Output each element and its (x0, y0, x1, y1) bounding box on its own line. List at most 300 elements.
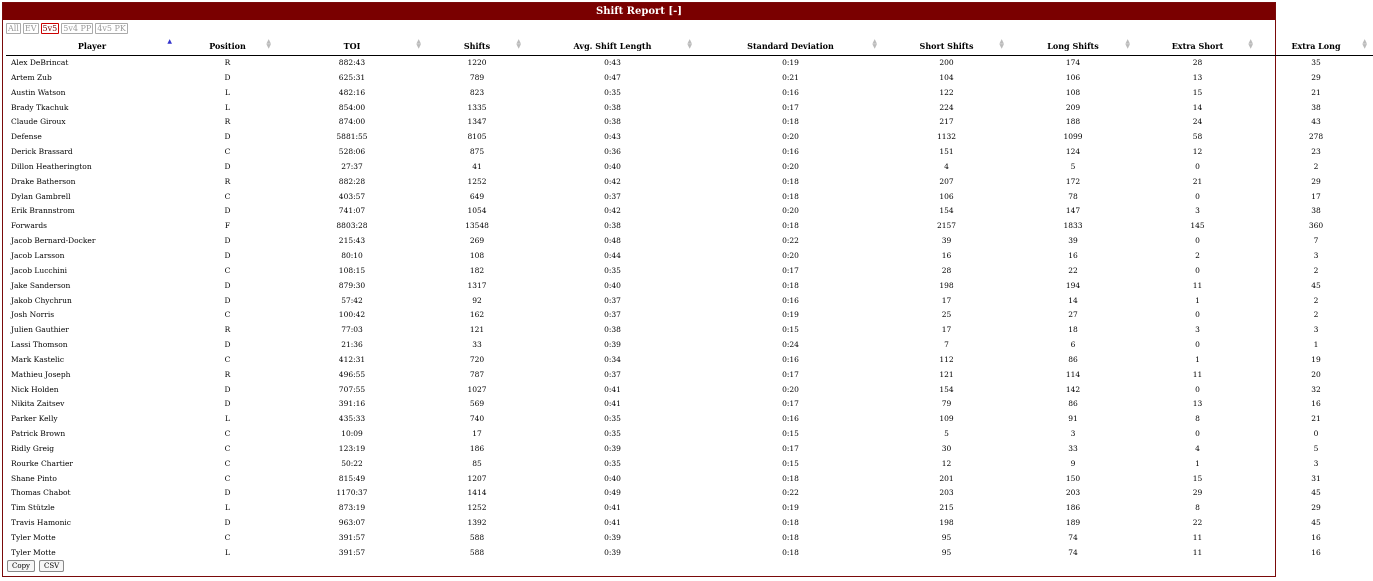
table-row (6, 160, 1373, 175)
player-name-cell: Forwards (11, 221, 48, 231)
table-cell: 5 (1070, 161, 1076, 171)
export-buttons (7, 560, 64, 572)
table-cell: 278 (1308, 132, 1324, 142)
csv-button[interactable]: CSV (39, 560, 64, 572)
table-cell: 0 (1313, 429, 1319, 439)
table-cell: L (225, 503, 230, 513)
table-cell: 77:03 (341, 325, 363, 335)
table-cell: D (224, 488, 231, 498)
table-cell: 0:38 (604, 117, 621, 127)
table-cell: D (224, 161, 231, 171)
player-name-cell: Derick Brassard (11, 147, 73, 157)
player-name-cell: Tyler Motte (11, 547, 56, 557)
table-cell: 0:18 (782, 280, 799, 290)
panel-title-bar (3, 3, 1275, 20)
table-cell: 33 (472, 340, 482, 350)
player-name-cell: Ridly Greig (11, 443, 55, 453)
table-cell: 482:16 (338, 87, 366, 97)
table-cell: 79 (941, 399, 952, 409)
table-cell: 0 (1195, 191, 1200, 201)
table-cell: 108:15 (338, 265, 366, 275)
table-cell: 0 (1195, 429, 1200, 439)
table-cell: 0:22 (782, 236, 799, 246)
table-cell: 19 (1311, 354, 1321, 364)
table-cell: 106 (1065, 72, 1081, 82)
table-cell: 0:38 (604, 325, 621, 335)
table-cell: 2 (1195, 250, 1200, 260)
table-cell: C (224, 533, 231, 542)
table-cell: C (224, 429, 231, 439)
player-name-cell: Artem Zub (11, 72, 52, 82)
table-cell: L (225, 547, 230, 557)
collapse-toggle[interactable]: [-] (668, 6, 683, 17)
table-cell: 0:34 (604, 354, 621, 364)
table-cell: R (224, 325, 231, 335)
table-cell: 0:41 (604, 399, 621, 409)
column-header-long-shifts[interactable] (1010, 36, 1136, 56)
table-cell: 8105 (467, 132, 487, 142)
column-header-extra-long[interactable] (1259, 36, 1373, 56)
table-cell: 741:07 (338, 206, 366, 216)
table-cell: 569 (469, 399, 485, 409)
table-cell: 16 (941, 250, 952, 260)
table-cell: 147 (1065, 206, 1081, 216)
table-cell: 0:40 (604, 161, 621, 171)
column-label: Position (209, 40, 246, 51)
player-name-cell: Claude Giroux (11, 117, 66, 127)
table-cell: 5881:55 (336, 132, 368, 142)
sort-icon: ▲ ▼ (1362, 38, 1367, 50)
table-row (6, 190, 1373, 205)
table-cell: 0:41 (604, 518, 621, 528)
table-cell: 38 (1311, 102, 1321, 112)
table-cell: 823 (469, 87, 485, 97)
table-row (6, 249, 1373, 264)
table-cell: 1132 (936, 132, 957, 142)
table-cell: 7 (1313, 236, 1319, 246)
table-cell: 14 (1192, 102, 1203, 112)
table-cell: 0:19 (782, 310, 799, 320)
table-cell: 0 (1195, 161, 1200, 171)
player-name-cell: Mathieu Joseph (11, 369, 71, 379)
table-cell: 182 (469, 265, 485, 275)
table-cell: 789 (469, 72, 485, 82)
table-cell: 435:33 (338, 414, 366, 424)
player-name-cell: Parker Kelly (11, 414, 58, 424)
table-cell: 57:42 (341, 295, 363, 305)
table-cell: 0:39 (604, 547, 621, 557)
table-row (6, 86, 1373, 101)
column-header-shifts[interactable] (427, 36, 527, 56)
table-cell: 151 (939, 147, 954, 157)
column-header-position[interactable] (178, 36, 277, 56)
table-cell: 45 (1311, 518, 1321, 528)
table-cell: 109 (939, 414, 954, 424)
table-cell: 1 (1195, 295, 1200, 305)
table-row (6, 56, 1373, 71)
table-row (6, 204, 1373, 219)
table-cell: 154 (939, 384, 954, 394)
table-cell: L (225, 102, 230, 112)
table-cell: 0:20 (782, 384, 799, 394)
table-cell: 215:43 (338, 236, 366, 246)
table-cell: 45 (1311, 280, 1321, 290)
player-name-cell: Travis Hamonic (11, 518, 71, 528)
table-row (6, 427, 1373, 442)
table-cell: R (224, 117, 231, 127)
table-cell: D (224, 250, 231, 260)
table-cell: 29 (1192, 488, 1203, 498)
table-cell: 186 (469, 443, 485, 453)
table-cell: 0:19 (782, 503, 799, 513)
table-cell: 3 (1313, 458, 1319, 468)
table-cell: 0:18 (782, 547, 799, 557)
table-cell: 873:19 (338, 503, 366, 513)
table-cell: 528:06 (338, 147, 366, 157)
table-cell: 74 (1068, 533, 1078, 542)
player-name-cell: Defense (11, 132, 42, 142)
table-cell: 879:30 (338, 280, 366, 290)
filter-all[interactable]: All (8, 24, 19, 33)
table-cell: 0:36 (604, 147, 621, 157)
table-cell: 198 (939, 518, 954, 528)
table-cell: 3 (1195, 325, 1200, 335)
table-cell: 100:42 (338, 310, 366, 320)
table-cell: 8 (1195, 503, 1200, 513)
table-cell: 85 (472, 458, 482, 468)
table-cell: 649 (469, 191, 485, 201)
table-cell: 14 (1068, 295, 1078, 305)
table-cell: 3 (1195, 206, 1200, 216)
table-cell: 50:22 (341, 458, 363, 468)
table-cell: C (224, 147, 231, 157)
column-header-player[interactable] (6, 36, 178, 56)
table-cell: 1833 (1063, 221, 1083, 231)
table-body (6, 56, 1373, 561)
table-cell: 882:28 (338, 176, 366, 186)
table-cell: 0:49 (604, 488, 621, 498)
player-name-cell: Jakob Chychrun (11, 295, 72, 305)
table-cell: 86 (1068, 399, 1078, 409)
table-cell: 0:41 (604, 384, 621, 394)
filter-4v5-pk[interactable]: 4v5 PK (97, 24, 126, 33)
table-cell: 17 (472, 429, 482, 439)
table-cell: 0:42 (604, 176, 621, 186)
table-cell: 1414 (467, 488, 487, 498)
column-label: Player (77, 40, 107, 51)
table-cell: 32 (1311, 384, 1321, 394)
table-cell: 0:35 (604, 414, 621, 424)
column-label: Extra Short (1171, 40, 1224, 51)
table-cell: 16 (1068, 250, 1078, 260)
column-label: Shifts (463, 40, 491, 51)
table-cell: 0:41 (604, 503, 621, 513)
table-cell: 142 (1065, 384, 1081, 394)
table-cell: 154 (939, 206, 954, 216)
column-header-short-shifts[interactable] (883, 36, 1010, 56)
sort-icon: ▲ ▼ (1248, 38, 1253, 50)
player-name-cell: Brady Tkachuk (11, 102, 69, 112)
table-cell: 391:16 (338, 399, 366, 409)
table-cell: D (224, 132, 231, 142)
table-cell: 0:17 (782, 369, 799, 379)
column-header-extra-short[interactable] (1136, 36, 1259, 56)
table-cell: 0:35 (604, 458, 621, 468)
table-cell: 0:37 (604, 369, 621, 379)
table-row (6, 412, 1373, 427)
table-row (6, 323, 1373, 338)
table-row (6, 368, 1373, 383)
table-cell: 1027 (467, 384, 487, 394)
table-row (6, 71, 1373, 86)
table-row (6, 546, 1373, 561)
table-cell: 22 (1192, 518, 1203, 528)
table-cell: 114 (1065, 369, 1081, 379)
table-cell: 45 (1311, 488, 1321, 498)
table-cell: 11 (1192, 533, 1203, 542)
table-cell: 391:57 (338, 533, 366, 542)
table-cell: 0 (1195, 340, 1200, 350)
table-cell: 0:21 (782, 72, 799, 82)
table-cell: 20 (1311, 369, 1321, 379)
table-cell: 0:35 (604, 87, 621, 97)
table-cell: 15 (1192, 87, 1203, 97)
table-cell: 0:42 (604, 206, 621, 216)
table-cell: C (224, 354, 231, 364)
player-name-cell: Tim Stützle (11, 503, 55, 513)
table-cell: 108 (469, 250, 485, 260)
table-cell: 12 (1192, 147, 1203, 157)
table-cell: C (224, 310, 231, 320)
table-cell: 874:00 (338, 117, 366, 127)
table-row (6, 145, 1373, 160)
table-cell: 80:10 (341, 250, 363, 260)
copy-button[interactable]: Copy (7, 560, 35, 572)
column-label: Long Shifts (1047, 40, 1099, 51)
table-cell: 0:18 (782, 117, 799, 127)
table-cell: 391:57 (338, 547, 366, 557)
filter-5v4-pp[interactable]: 5v4 PP (63, 24, 92, 33)
shift-report-panel (2, 2, 1367, 577)
player-name-cell: Nick Holden (11, 384, 59, 394)
table-cell: 3 (1313, 250, 1319, 260)
table-cell: 35 (1311, 58, 1321, 67)
table-cell: 21 (1192, 176, 1203, 186)
table-cell: 7 (944, 340, 949, 350)
table-cell: 27 (1068, 310, 1078, 320)
table-cell: 18 (1068, 325, 1078, 335)
table-cell: D (224, 280, 231, 290)
column-header-avg-shift-length[interactable] (527, 36, 698, 56)
table-cell: C (224, 443, 231, 453)
table-cell: 1347 (467, 117, 487, 127)
table-cell: 0:39 (604, 533, 621, 542)
column-label: Extra Long (1291, 40, 1341, 51)
table-cell: 198 (939, 280, 954, 290)
panel-title: Shift Report (595, 6, 665, 17)
player-name-cell: Alex DeBrincat (11, 58, 69, 67)
table-cell: 0:17 (782, 399, 799, 409)
player-name-cell: Jacob Bernard-Docker (11, 236, 96, 246)
table-cell: 13 (1192, 399, 1203, 409)
player-name-cell: Josh Norris (11, 310, 55, 320)
table-cell: D (224, 340, 231, 350)
table-cell: 38 (1311, 206, 1321, 216)
table-cell: 16 (1311, 547, 1321, 557)
table-cell: 0:18 (782, 176, 799, 186)
table-cell: 0:20 (782, 132, 799, 142)
table-row (6, 115, 1373, 130)
table-cell: D (224, 206, 231, 216)
table-cell: 124 (1065, 147, 1081, 157)
player-name-cell: Julien Gauthier (11, 325, 69, 335)
table-cell: 203 (1065, 488, 1081, 498)
table-cell: 22 (1068, 265, 1078, 275)
table-cell: 0:18 (782, 221, 799, 231)
player-name-cell: Erik Brannstrom (11, 206, 75, 216)
column-header-standard-deviation[interactable] (698, 36, 883, 56)
strength-filter-group (6, 23, 128, 34)
table-cell: R (224, 176, 231, 186)
table-cell: 9 (1070, 458, 1076, 468)
table-row (6, 279, 1373, 294)
table-cell: 0:16 (782, 147, 799, 157)
table-cell: 0 (1195, 310, 1200, 320)
player-name-cell: Jacob Larsson (11, 250, 65, 260)
shift-report-table (6, 36, 1373, 561)
table-cell: 0:20 (782, 206, 799, 216)
table-row (6, 308, 1373, 323)
table-cell: 121 (469, 325, 485, 335)
table-cell: 145 (1190, 221, 1205, 231)
table-cell: 1170:37 (336, 488, 368, 498)
table-cell: 740 (469, 414, 485, 424)
table-cell: 92 (472, 295, 482, 305)
table-cell: 86 (1068, 354, 1078, 364)
table-row (6, 175, 1373, 190)
table-row (6, 338, 1373, 353)
table-row (6, 531, 1373, 546)
filter-ev[interactable]: EV (24, 24, 37, 33)
table-cell: 0:37 (604, 191, 621, 201)
table-cell: 0:39 (604, 340, 621, 350)
table-cell: 189 (1065, 518, 1081, 528)
player-name-cell: Patrick Brown (11, 429, 66, 439)
column-label: Short Shifts (919, 40, 974, 51)
column-header-toi[interactable] (277, 36, 427, 56)
player-name-cell: Jacob Lucchini (11, 265, 68, 275)
table-cell: L (225, 87, 230, 97)
table-cell: 95 (941, 533, 952, 542)
table-cell: 104 (939, 72, 954, 82)
table-cell: 0 (1195, 384, 1200, 394)
table-cell: 194 (1065, 280, 1081, 290)
table-cell: 0:19 (782, 58, 799, 67)
table-cell: 215 (939, 503, 954, 513)
table-cell: 186 (1065, 503, 1081, 513)
table-cell: 5 (944, 429, 949, 439)
table-cell: 1220 (467, 58, 487, 67)
table-cell: 172 (1065, 176, 1081, 186)
sort-icon: ▲ ▼ (516, 38, 521, 50)
table-cell: 787 (469, 369, 485, 379)
table-cell: 1335 (467, 102, 487, 112)
table-cell: 21 (1311, 414, 1321, 424)
table-cell: 0:38 (604, 221, 621, 231)
table-cell: 203 (939, 488, 954, 498)
table-cell: 403:57 (338, 191, 366, 201)
table-cell: L (225, 414, 230, 424)
table-row (6, 442, 1373, 457)
table-cell: 1 (1313, 340, 1319, 350)
table-cell: 0:17 (782, 443, 799, 453)
table-cell: 27:37 (341, 161, 363, 171)
table-cell: 0:16 (782, 295, 799, 305)
table-cell: 28 (941, 265, 952, 275)
table-cell: 174 (1065, 58, 1081, 67)
table-row (6, 264, 1373, 279)
table-cell: 0:43 (604, 58, 621, 67)
table-cell: 0:39 (604, 443, 621, 453)
table-cell: 123:19 (338, 443, 366, 453)
table-cell: 17 (941, 295, 952, 305)
table-cell: 8803:28 (336, 221, 368, 231)
table-cell: 16 (1311, 533, 1321, 542)
table-cell: 588 (469, 533, 485, 542)
table-cell: 5 (1313, 443, 1319, 453)
table-cell: 4 (944, 161, 949, 171)
table-cell: 1317 (467, 280, 487, 290)
table-cell: 207 (939, 176, 954, 186)
table-cell: 11 (1192, 280, 1203, 290)
column-label: Standard Deviation (747, 40, 834, 51)
table-cell: 0:43 (604, 132, 621, 142)
filter-5v5[interactable]: 5v5 (42, 24, 58, 33)
table-cell: 0:17 (782, 265, 799, 275)
table-cell: 1252 (467, 176, 487, 186)
table-cell: 0 (1195, 236, 1200, 246)
table-cell: 25 (941, 310, 952, 320)
table-cell: 201 (939, 473, 954, 483)
table-cell: 41 (472, 161, 482, 171)
table-cell: 2 (1313, 265, 1319, 275)
table-cell: 360 (1308, 221, 1324, 231)
table-cell: 0 (1195, 265, 1200, 275)
table-cell: 122 (939, 87, 954, 97)
table-cell: 91 (1068, 414, 1078, 424)
table-cell: 106 (939, 191, 954, 201)
column-label: Avg. Shift Length (573, 40, 652, 51)
table-cell: 21:36 (341, 340, 363, 350)
sort-icon: ▲ ▼ (999, 38, 1004, 50)
table-row (6, 101, 1373, 116)
sort-icon: ▲ ▼ (416, 38, 421, 50)
table-cell: F (224, 221, 231, 231)
table-cell: D (224, 236, 231, 246)
sort-icon: ▲ ▼ (687, 38, 692, 50)
player-name-cell: Thomas Chabot (11, 488, 71, 498)
table-row (6, 234, 1373, 249)
table-row (6, 501, 1373, 516)
table-cell: 854:00 (338, 102, 366, 112)
table-cell: 8 (1195, 414, 1200, 424)
player-name-cell: Lassi Thomson (11, 340, 68, 350)
table-cell: 43 (1311, 117, 1321, 127)
table-row (6, 457, 1373, 472)
table-cell: 11 (1192, 369, 1203, 379)
table-cell: 39 (941, 236, 952, 246)
table-row (6, 472, 1373, 487)
